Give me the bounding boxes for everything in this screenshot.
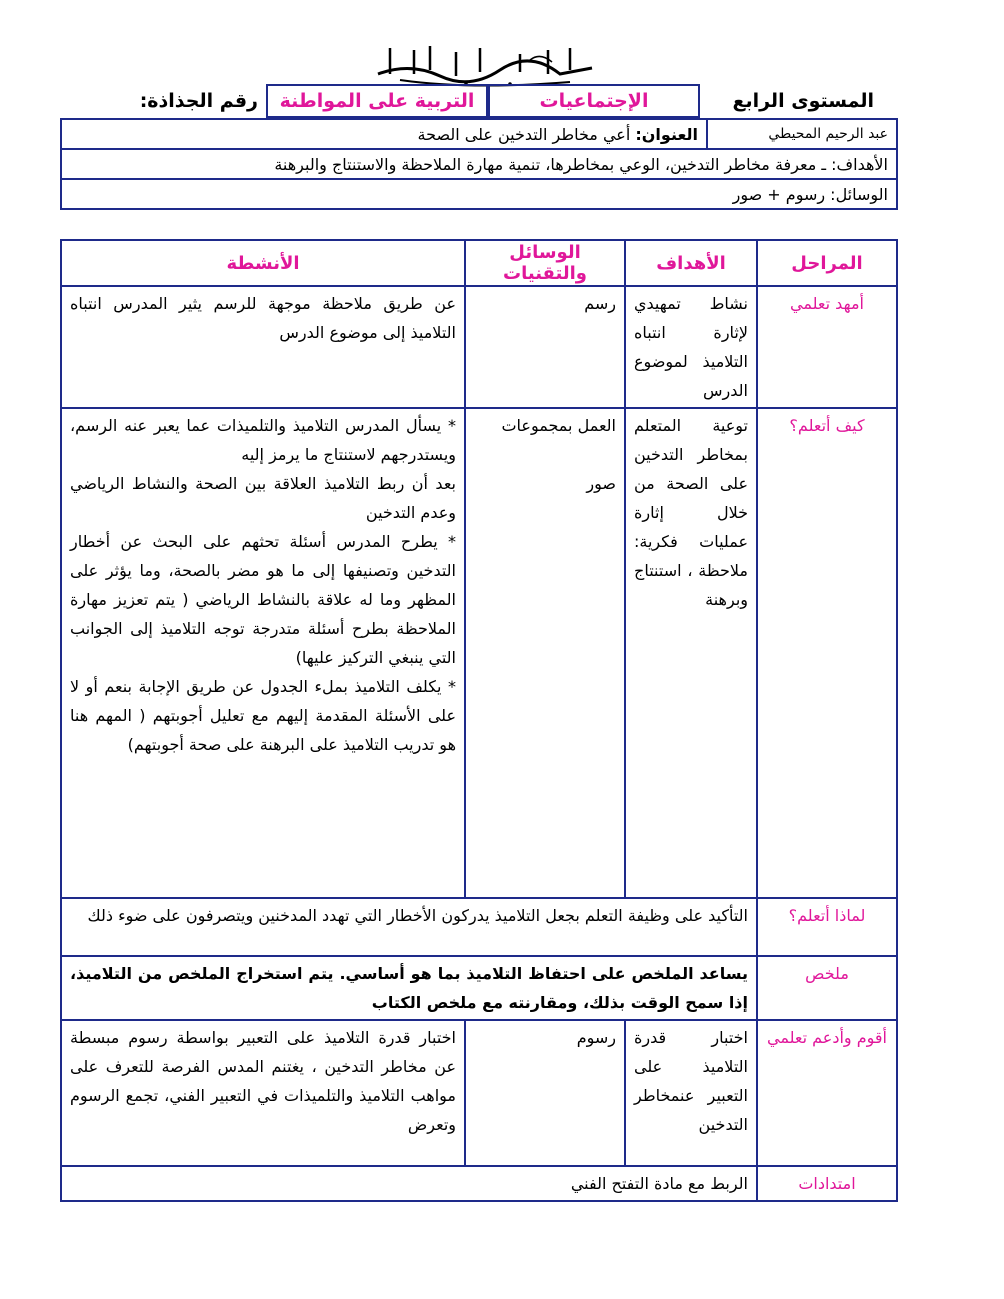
header-objectives: الأهداف bbox=[625, 240, 757, 286]
stage-cell: كيف أتعلم؟ bbox=[757, 408, 897, 898]
lesson-steps-table bbox=[60, 239, 898, 1202]
stage-cell: ملخص bbox=[757, 956, 897, 1020]
objective-cell: نشاط تمهيدي لإثارة انتباه التلاميذ لموضوع الدرس bbox=[625, 286, 757, 408]
level-label: المستوى الرابع bbox=[732, 90, 874, 112]
card-number-label: رقم الجذاذة: bbox=[139, 90, 258, 112]
title-label: العنوان: bbox=[635, 124, 698, 144]
stage-cell: أمهد تعلمي bbox=[757, 286, 897, 408]
activity-cell: اختبار قدرة التلاميذ على التعبير بواسطة رسوم مبسطة عن مخاطر التدخين ، يغتنم المدس الفرصة للتعرف على مواهب التلاميذ والتلميذات في التعبير الفني، تجمع الرسوم وتعرض bbox=[61, 1020, 465, 1166]
stage-cell: لماذا أتعلم؟ bbox=[757, 898, 897, 956]
header-means: الوسائل والتقنيات bbox=[465, 240, 625, 286]
table-row bbox=[61, 1166, 897, 1201]
lesson-title-cell bbox=[61, 119, 707, 149]
activity-cell: عن طريق ملاحظة موجهة للرسم يثير المدرس انتباه التلاميذ إلى موضوع الدرس bbox=[61, 286, 465, 408]
table-row bbox=[61, 286, 897, 408]
summary-cell: يساعد الملخص على احتفاظ التلاميذ بما هو أساسي. يتم استخراج الملخص من التلاميذ، إذا سمح الوقت بذلك، ومقارنته مع ملخص الكتاب bbox=[61, 956, 757, 1020]
table-row bbox=[61, 956, 897, 1020]
author-name: عبد الرحيم المحيطي bbox=[707, 119, 897, 149]
objective-cell: اختبار قدرة التلاميذ على التعبير عنمخاطر التدخين bbox=[625, 1020, 757, 1166]
objective-cell: توعية المتعلم بمخاطر التدخين على الصحة من خلال إثارة عمليات فكرية: ملاحظة ، استنتاج وبرهنة bbox=[625, 408, 757, 898]
stage-cell: أقوم وأدعم تعلمي bbox=[757, 1020, 897, 1166]
component-box: التربية على المواطنة bbox=[266, 84, 488, 118]
activity-cell: * يسأل المدرس التلاميذ والتلميذات عما يعبر عنه الرسم، ويستدرجهم لاستنتاج ما يرمز إليه بعد أن ربط التلاميذ العلاقة بين الصحة والنشاط الرياضي وعدم التدخين * يطرح المدرس أسئلة تحثهم على البحث عن أخطار التدخين وتصنيفها إلى ما هو مضر بالصحة، وما يؤثر على المظهر وما له علاقة بالنشاط الرياضي ( يتم تعزيز مهارة الملاحظة بطرح أسئلة متدرجة توجه التلاميذ إلى الجوانب التي ينبغي التركيز عليها) * يكلف التلاميذ بملء الجدول عن طريق الإجابة بنعم أو لا على الأسئلة المقدمة إليهم مع تعليل أجوبتهم ( المهم هنا هو تدريب التلاميذ على البرهنة على صحة أجوبتهم) bbox=[61, 408, 465, 898]
merged-cell: التأكيد على وظيفة التعلم بجعل التلاميذ يدركون الأخطار التي تهدد المدخنين ويتصرفون على ضوء ذلك bbox=[61, 898, 757, 956]
table-row bbox=[61, 1020, 897, 1166]
means-cell: رسوم bbox=[465, 1020, 625, 1166]
lesson-info-table bbox=[60, 118, 898, 210]
basmala-calligraphy bbox=[370, 40, 600, 88]
lesson-title: أعي مخاطر التدخين على الصحة bbox=[417, 124, 631, 144]
objectives-line: الأهداف: ـ معرفة مخاطر التدخين، الوعي بمخاطرها، تنمية مهارة الملاحظة والاستنتاج والبرهنة bbox=[61, 149, 897, 179]
table-row bbox=[61, 898, 897, 956]
header-activities: الأنشطة bbox=[61, 240, 465, 286]
table-row bbox=[61, 408, 897, 898]
means-cell: العمل بمجموعات صور bbox=[465, 408, 625, 898]
means-cell: رسم bbox=[465, 286, 625, 408]
header-stages: المراحل bbox=[757, 240, 897, 286]
merged-cell: الربط مع مادة التفتح الفني bbox=[61, 1166, 757, 1201]
subject-box: الإجتماعيات bbox=[488, 84, 700, 118]
means-line: الوسائل: رسوم + صور bbox=[61, 179, 897, 209]
stage-cell: امتدادات bbox=[757, 1166, 897, 1201]
